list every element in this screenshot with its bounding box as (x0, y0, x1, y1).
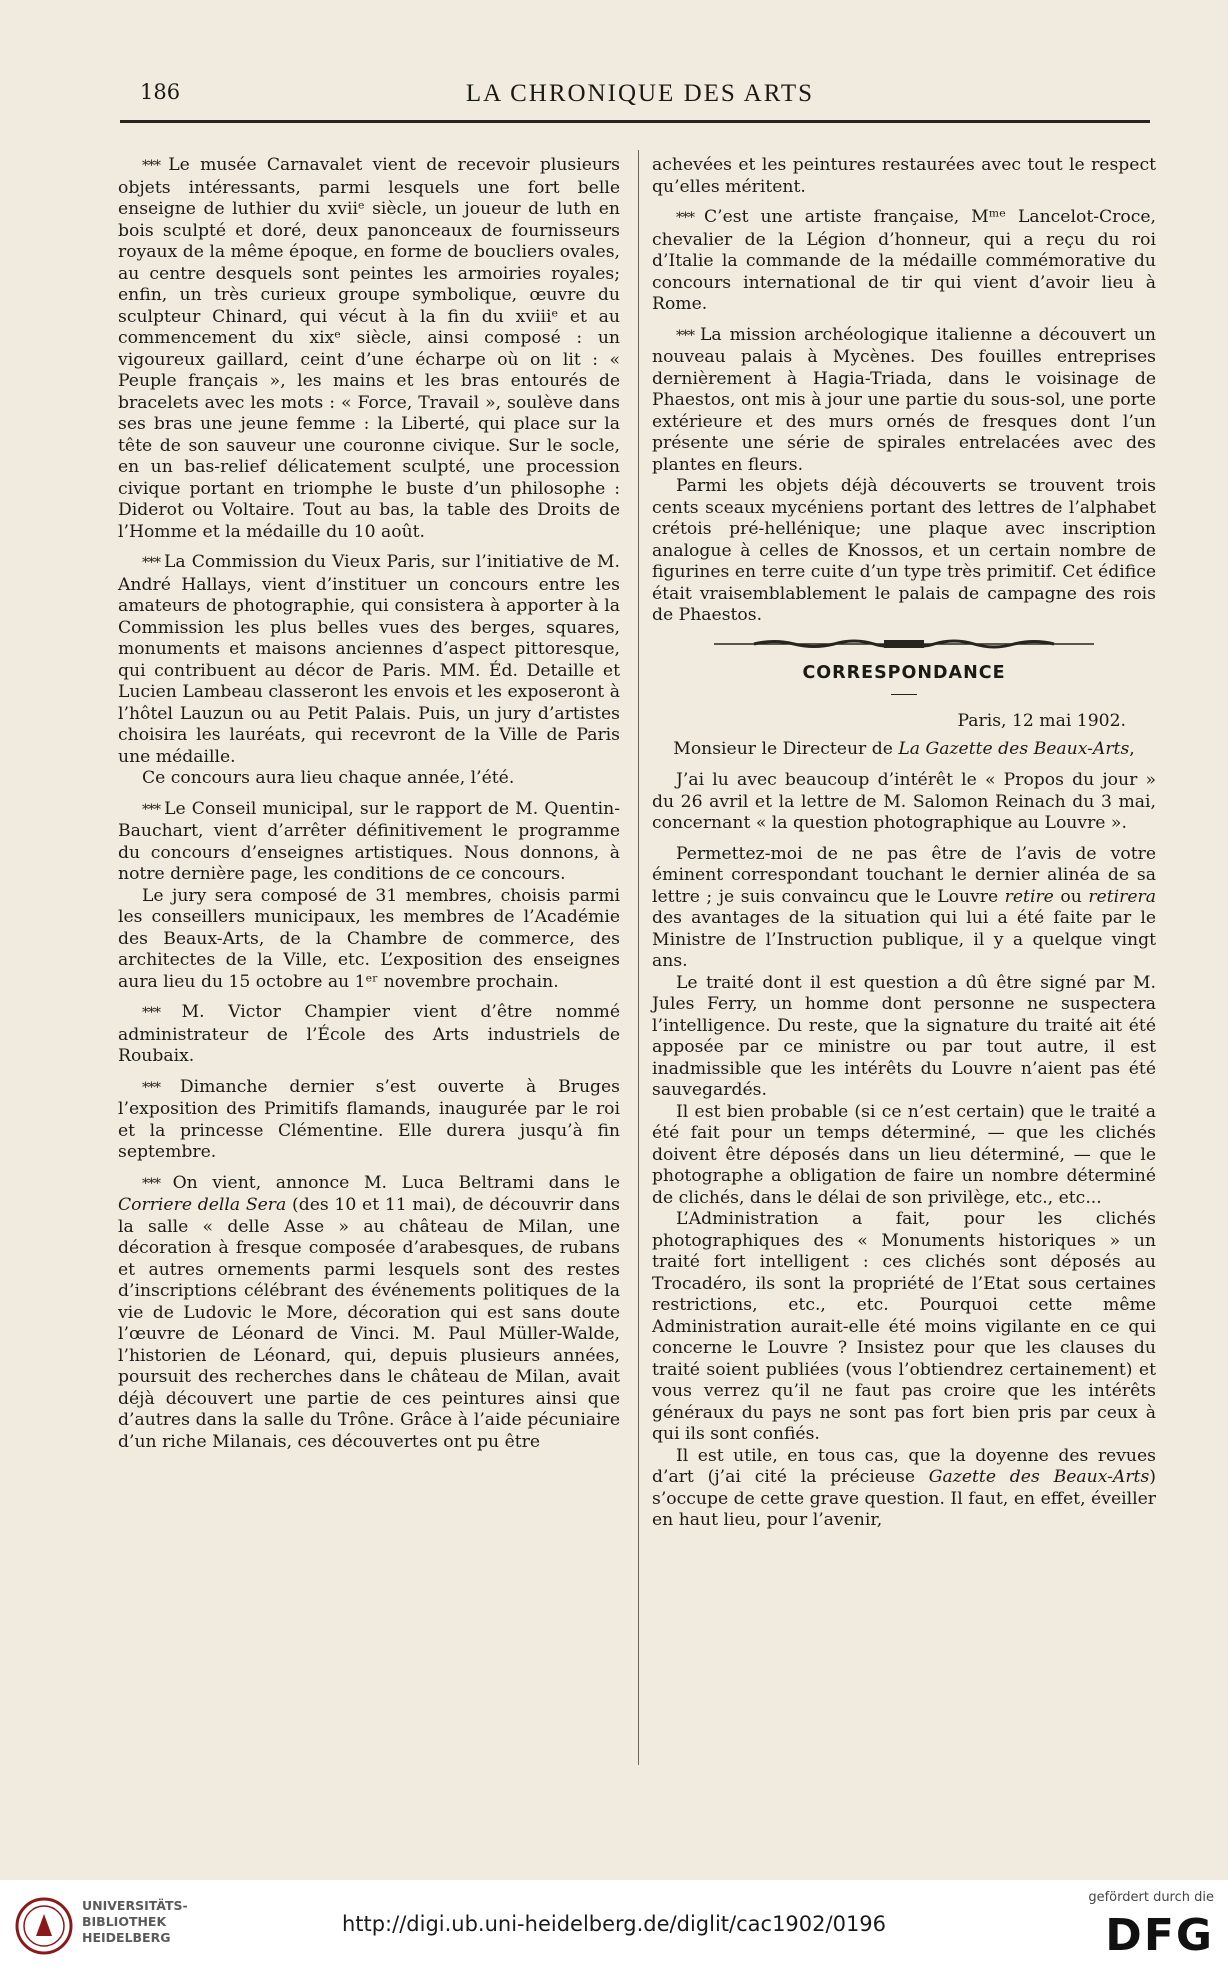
paragraph: Le jury sera composé de 31 membres, choisis parmi les conseillers municipaux, les membres de l’Académie des Beaux-Arts, de la Chambre de commerce, des architectes de la Ville, etc. L’exposition des enseignes aura lieu du 15 octobre au 1ᵉʳ novembre prochain. (118, 885, 620, 992)
dfg-logo: DFG (1105, 1910, 1214, 1961)
university-library-label: UNIVERSITÄTS- BIBLIOTHEK HEIDELBERG (82, 1898, 188, 1945)
asterism-icon: *** (142, 1005, 182, 1021)
asterism-icon: *** (142, 801, 165, 818)
paragraph: L’Administration a fait, pour les clichés photographiques des « Monuments historiques » un traité fort intelligent : ces clichés sont déposés au Trocadéro, ils sont la propriété de l’Etat sous certaines restrictions, etc., etc. Pourquoi cette même Administration aurait-elle été moins vigilante en ce qui concerne le Louvre ? Insistez pour que les clauses du traité soient publiées (vous l’obtiendrez certainement) et vous verrez qu’il ne faut pas croire que les intérêts généraux du pays ne sont pas fort bien pris par ceux à qui ils sont confiés. (652, 1209, 1156, 1444)
news-item: *** Dimanche dernier s’est ouverte à Bruges l’exposition des Primitifs flamands, inaugurée par le roi et la princesse Clémentine. Elle durera jusqu’à fin septembre. (118, 1076, 621, 1162)
page-number: 186 (140, 80, 181, 104)
paragraph: Il est utile, en tous cas, que la doyenne des revues d’art (j’ai cité la précieuse Gazette des Beaux-Arts) s’occupe de cette grave question. Il faut, en effet, éveiller en haut lieu, pour l’avenir, (652, 1445, 1156, 1530)
paragraph: Permettez-moi de ne pas être de l’avis de votre éminent correspondant touchant le dernier alinéa de sa lettre ; je suis convaincu que le Louvre retire ou retirera des avantages de la situation qui lui a été faite par le Ministre de l’Instruction publique, il y a quelque vingt ans. (652, 843, 1156, 971)
news-item: *** Le musée Carnavalet vient de recevoir plusieurs objets intéressants, parmi lesquels une fort belle enseigne de luthier du xviiᵉ siècle, un joueur de luth en bois sculpté et doré, deux panonceaux de fournisseurs royaux de la même époque, en forme de boucliers ovales, au centre desquels sont peintes les armoiries royales; enfin, un très curieux groupe symbolique, œuvre du sculpteur Chinard, qui vécut à la fin du xviiiᵉ et au commencement du xixᵉ siècle, ainsi composé : un vigoureux gaillard, ceint d’une écharpe où on lit : « Peuple français », les mains et les bras entourés de bracelets avec les mots : « Force, Travail », soulève dans ses bras une jeune femme : la Liberté, qui place sur la tête de son sauveur une couronne civique. Sur le socle, en un bas-relief délicatement sculpté, une procession civique portant en triomphe le buste d’un philosophe : Diderot ou Voltaire. Tout au bas, la table des Droits de l’Homme et la médaille du 10 août. (118, 155, 620, 542)
left-column (118, 155, 620, 1462)
running-title: LA CHRONIQUE DES ARTS (465, 80, 815, 107)
paragraph: Il est bien probable (si ce n’est certain) que le traité a été fait pour un temps déterminé, — que les clichés doivent être déposés dans un lieu déterminé, — que le photographe a obligation de faire un nombre déterminé de clichés, dans le délai de son privilège, etc., etc... (652, 1101, 1156, 1208)
asterism-icon: *** (676, 327, 700, 344)
news-item: *** La Commission du Vieux Paris, sur l’initiative de M. André Hallays, vient d’instituer un concours entre les amateurs de photographie, qui consistera à apporter à la Commission les plus belles vues des berges, squares, monuments et maisons anciennes d’aspect pittoresque, qui contribuent au décor de Paris. MM. Éd. Detaille et Lucien Lambeau classeront les envois et les exposeront à l’hôtel Lauzun ou au Petit Palais. Puis, un jury d’artistes choisira les lauréats, qui recevront de la Ville de Paris une médaille. (118, 552, 620, 767)
letter-salutation: Monsieur le Directeur de La Gazette des Beaux-Arts, (673, 738, 1135, 759)
permalink-url[interactable]: http://digi.ub.uni-heidelberg.de/diglit/cac1902/0196 (341, 1912, 887, 1936)
paragraph: achevées et les peintures restaurées avec tout le respect qu’elles méritent. (652, 155, 1156, 197)
news-item: *** On vient, annonce M. Luca Beltrami dans le Corriere della Sera (des 10 et 11 mai), de découvrir dans la salle « delle Asse » au château de Milan, une décoration à fresque composée d’arabesques, de rubans et autres ornements parmi lesquels sont des restes d’inscriptions célébrant des événements politiques de la vie de Ludovic le More, décoration qui est sans doute l’œuvre de Léonard de Vinci. M. Paul Müller-Walde, l’historien de Léonard, qui, depuis plusieurs années, poursuit des recherches dans le château de Milan, avait déjà découvert une partie de ces peintures ainsi que d’autres dans la salle du Trône. Grâce à l’aide pécuniaire d’un riche Milanais, ces découvertes ont pu être (118, 1172, 621, 1452)
news-item: *** M. Victor Champier vient d’être nommé administrateur de l’École des Arts industriels de Roubaix. (118, 1002, 620, 1066)
page-header (140, 80, 1140, 120)
news-item: *** Le Conseil municipal, sur le rapport de M. Quentin-Bauchart, vient d’arrêter définitivement le programme du concours d’enseignes artistiques. Nous donnons, à notre dernière page, les conditions de ce concours. (118, 798, 621, 884)
paragraph: Le traité dont il est question a dû être signé par M. Jules Ferry, un homme dont personne ne suspectera l’intelligence. Du reste, que la signature du traité ait été apposée par ce ministre ou par tout autre, il est inadmissible que les intérêts du Louvre n’aient pas été sauvegardés. (652, 972, 1156, 1100)
news-item: *** C’est une artiste française, Mᵐᵉ Lancelot-Croce, chevalier de la Légion d’honneur, qui a reçu du roi d’Italie la commande de la médaille commémorative du concours international de tir qui vient d’avoir lieu à Rome. (652, 207, 1157, 314)
ornament-divider-icon (714, 637, 1094, 651)
letter-date: Paris, 12 mai 1902. (957, 711, 1126, 731)
right-column (652, 155, 1156, 1532)
paragraph: J’ai lu avec beaucoup d’intérêt le « Propos du jour » du 26 avril et la lettre de M. Salomon Reinach du 3 mai, concernant « la question photographique au Louvre ». (652, 770, 1156, 833)
paragraph: Parmi les objets déjà découverts se trouvent trois cents sceaux mycéniens portant des lettres de l’alphabet crétois pré-hellénique; une plaque avec inscription analogue à celles de Knossos, et un certain nombre de figurines en terre cuite d’un type très primitif. Cet édifice était vraisemblablement le palais de campagne des rois de Phaestos. (652, 476, 1156, 625)
header-rule (120, 120, 1150, 123)
section-title: CORRESPONDANCE (802, 662, 1006, 683)
paragraph: Ce concours aura lieu chaque année, l’été. (142, 768, 515, 788)
asterism-icon: *** (142, 555, 165, 571)
column-divider (638, 150, 639, 1765)
viewer-footer (0, 1880, 1228, 1970)
funding-note: gefördert durch die (1088, 1890, 1214, 1905)
asterism-icon: *** (142, 1079, 180, 1096)
asterism-icon: *** (142, 1175, 173, 1192)
news-item: *** La mission archéologique italienne a découvert un nouveau palais à Mycènes. Des fouilles entreprises dernièrement à Hagia-Triada, dans le voisinage de Phaestos, ont mis à jour une partie du sous-sol, une porte extérieure et des murs ornés de fresques dont l’un présente une série de spirales entrelacées avec des plantes en fleurs. (652, 324, 1157, 475)
title-rule (891, 694, 917, 695)
asterism-icon: *** (142, 158, 169, 174)
asterism-icon: *** (676, 210, 704, 226)
